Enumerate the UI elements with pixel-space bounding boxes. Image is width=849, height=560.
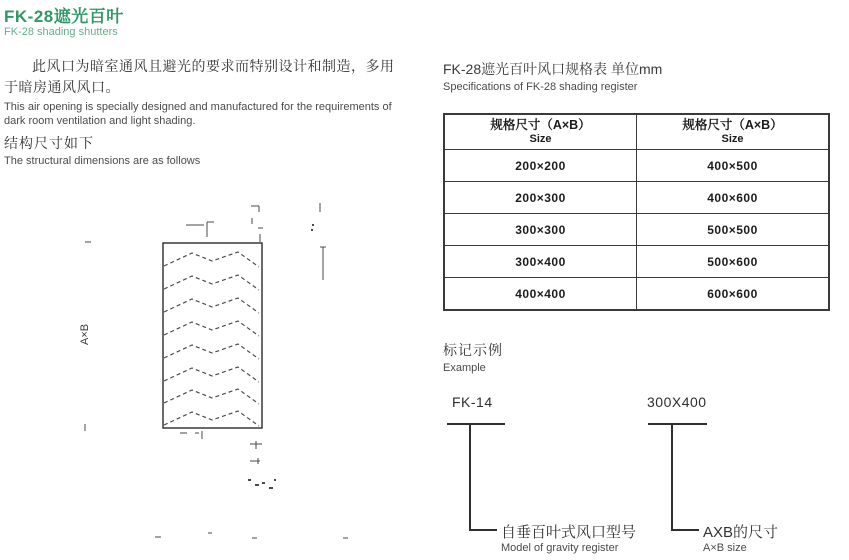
- spec-header-cell: [444, 114, 637, 150]
- model-pointer-label-en: Model of gravity register: [501, 542, 619, 554]
- example-heading-zh: 标记示例: [443, 342, 503, 358]
- structure-heading-en: The structural dimensions are as follows: [4, 155, 201, 167]
- example-model-code: FK-14: [452, 394, 493, 410]
- model-pointer-bar: [447, 423, 505, 425]
- spec-size-cell: 200×300: [444, 182, 637, 214]
- intro-paragraph-en: This air opening is specially designed and manufactured for the requirements of dark room ventilation and light shading.: [4, 101, 392, 127]
- spec-header-zh: 规格尺寸（A×B）: [490, 118, 591, 132]
- spec-table-row: [444, 150, 829, 182]
- spec-table-subtitle: Specifications of FK-28 shading register: [443, 81, 638, 93]
- spec-header-cell: [637, 114, 830, 150]
- spec-size-cell: 400×600: [637, 182, 830, 214]
- spec-size-cell: 600×600: [637, 278, 830, 311]
- size-pointer-bar: [648, 423, 707, 425]
- intro-paragraph-zh: 此风口为暗室通风且避光的要求而特别设计和制造，多用于暗房通风风口。: [4, 58, 395, 95]
- scan-dot-artifacts: [248, 224, 314, 489]
- spec-size-cell: 400×400: [444, 278, 637, 311]
- example-heading-en: Example: [443, 362, 486, 374]
- louver-lines: [164, 252, 259, 426]
- structural-drawing: [58, 183, 438, 560]
- size-pointer-stem: [671, 423, 673, 531]
- spec-size-cell: 500×600: [637, 246, 830, 278]
- spec-table-title: FK-28遮光百叶风口规格表 单位mm: [443, 61, 663, 77]
- size-pointer-foot: [671, 529, 699, 531]
- page-title: FK-28遮光百叶: [4, 7, 124, 26]
- spec-size-cell: 300×300: [444, 214, 637, 246]
- structure-heading-zh: 结构尺寸如下: [4, 135, 94, 151]
- spec-size-cell: 300×400: [444, 246, 637, 278]
- spec-table: [443, 113, 830, 311]
- spec-header-zh: 规格尺寸（A×B）: [682, 118, 783, 132]
- model-pointer-stem: [469, 423, 471, 531]
- spec-table-row: [444, 214, 829, 246]
- spec-size-cell: 500×500: [637, 214, 830, 246]
- spec-size-cell: 200×200: [444, 150, 637, 182]
- spec-header-en: Size: [721, 133, 744, 145]
- dimension-tick-marks: [85, 203, 348, 538]
- model-pointer-label-zh: 自垂百叶式风口型号: [501, 524, 637, 541]
- spec-header-en: Size: [529, 133, 552, 145]
- dimension-label: A×B: [79, 323, 91, 345]
- page-subtitle: FK-28 shading shutters: [4, 26, 118, 38]
- spec-table-row: [444, 182, 829, 214]
- spec-table-header-row: [444, 114, 829, 150]
- spec-size-cell: 400×500: [637, 150, 830, 182]
- spec-table-row: [444, 278, 829, 311]
- example-size-code: 300X400: [647, 394, 707, 410]
- model-pointer-foot: [469, 529, 497, 531]
- size-pointer-label-en: A×B size: [703, 542, 747, 554]
- shutter-outline: [163, 243, 262, 428]
- size-pointer-label-zh: AXB的尺寸: [703, 524, 779, 541]
- spec-table-row: [444, 246, 829, 278]
